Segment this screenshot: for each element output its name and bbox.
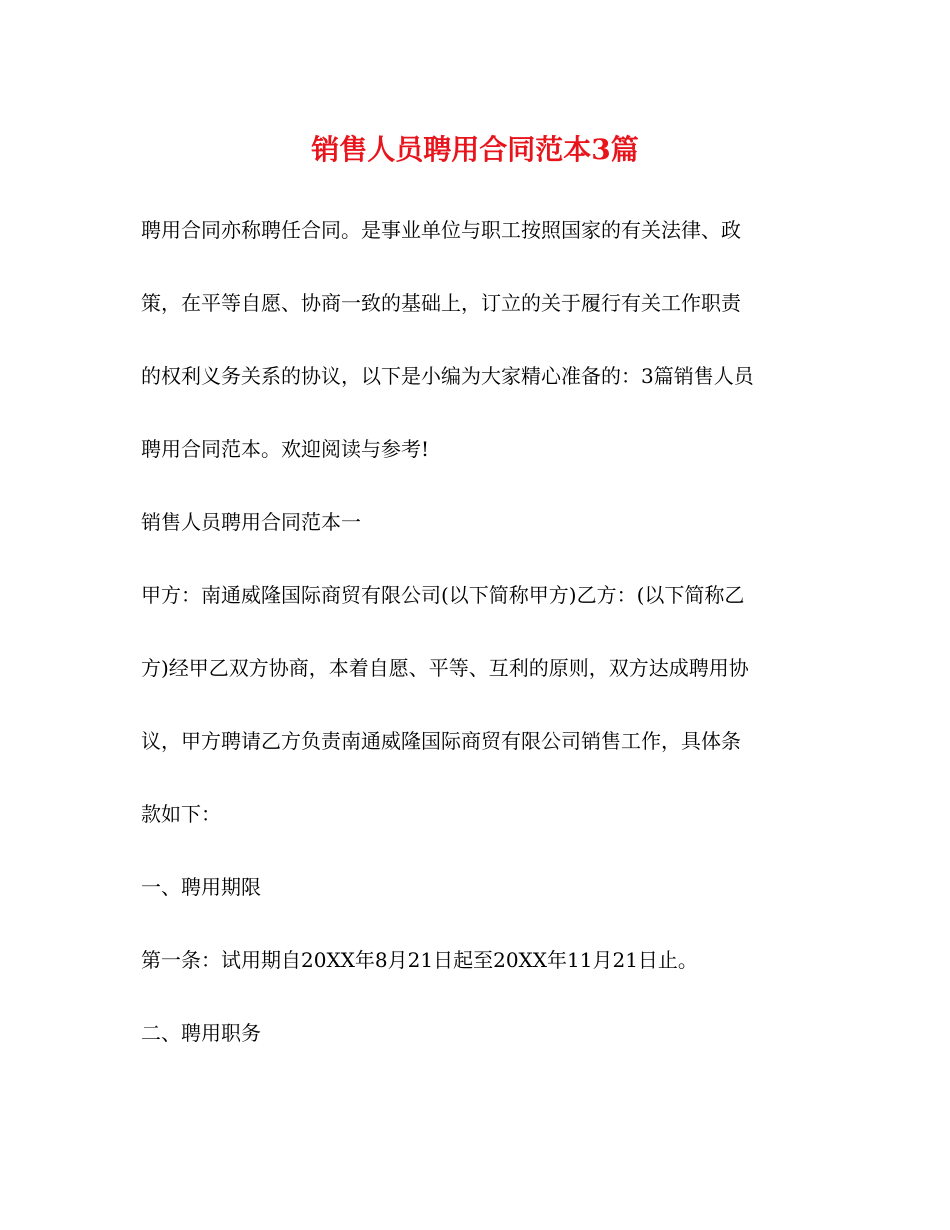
section-heading: 销售人员聘用合同范本一 (141, 510, 361, 534)
body-line: 聘用合同亦称聘任合同。是事业单位与职工按照国家的有关法律、政 (141, 218, 741, 242)
body-line: 甲方：南通威隆国际商贸有限公司(以下简称甲方)乙方：(以下简称乙 (141, 583, 745, 607)
clause-heading: 一、聘用期限 (141, 875, 261, 899)
body-line: 聘用合同范本。欢迎阅读与参考! (141, 437, 430, 461)
body-line: 策，在平等自愿、协商一致的基础上，订立的关于履行有关工作职责 (141, 291, 741, 315)
clause-heading: 二、聘用职务 (141, 1021, 261, 1045)
body-line: 的权利义务关系的协议，以下是小编为大家精心准备的：3篇销售人员 (141, 364, 754, 388)
body-line: 议，甲方聘请乙方负责南通威隆国际商贸有限公司销售工作，具体条 (141, 729, 741, 753)
body-line: 第一条：试用期自20XX年8月21日起至20XX年11月21日止。 (141, 948, 698, 972)
document-body (141, 194, 821, 1070)
document-title: 销售人员聘用合同范本3篇 (311, 133, 639, 166)
body-line: 款如下： (141, 802, 221, 826)
body-line: 方)经甲乙双方协商，本着自愿、平等、互利的原则，双方达成聘用协 (141, 656, 749, 680)
